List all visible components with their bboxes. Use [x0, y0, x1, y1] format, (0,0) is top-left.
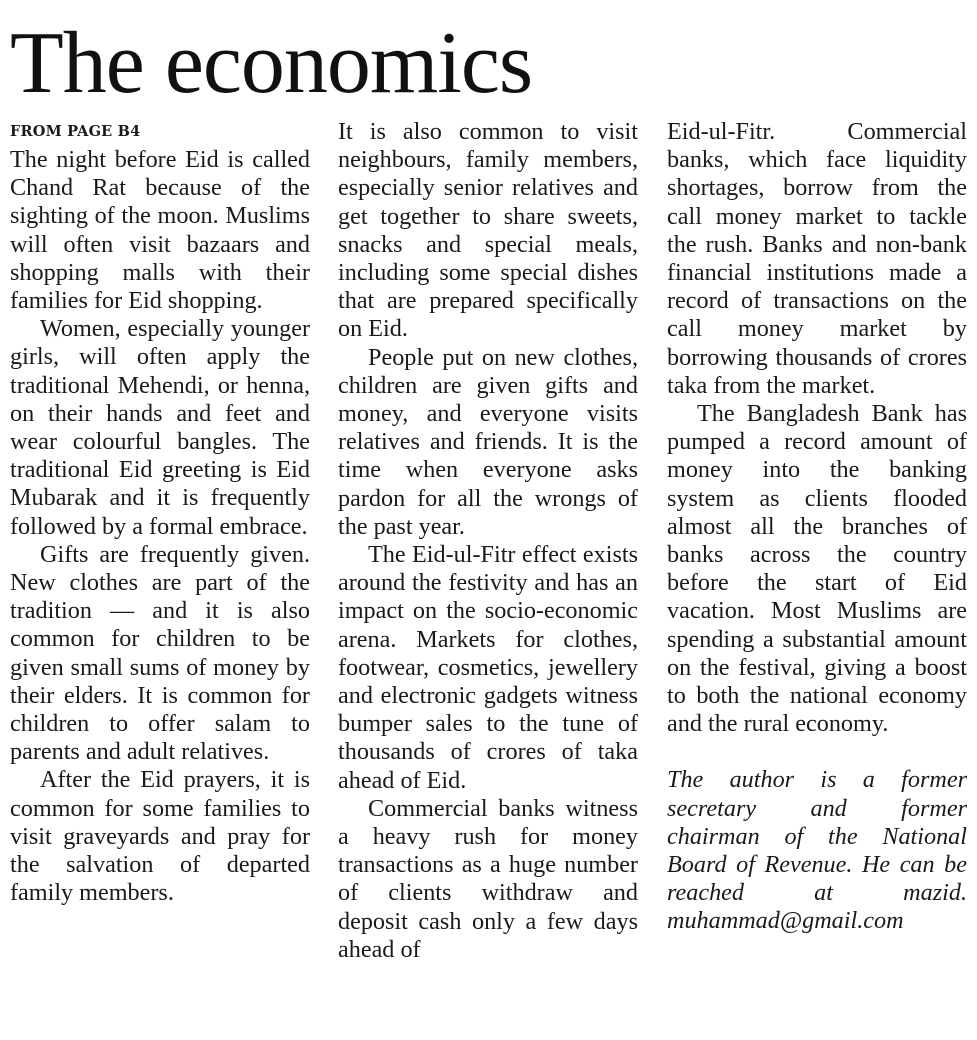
paragraph: The Bangladesh Bank has pumped a record amount of money into the banking system as clients flooded almost all the branches of banks across the country before the start of Eid vacation. Most Muslims are spending a substantial amount on the festival, giving a boost to both the national economy and the rural economy. [667, 400, 967, 738]
kicker-from-page: FROM PAGE B4 [10, 123, 141, 140]
paragraph: Women, especially younger girls, will often apply the traditional Mehendi, or henna, on their hands and feet and wear colourful bangles. The traditional Eid greeting is Eid Mubarak and it is frequently followed by a formal embrace. [10, 315, 310, 540]
paragraph: Eid-ul-Fitr. Commercial banks, which face liquidity shortages, borrow from the call money market to tackle the rush. Banks and non-bank financial institutions made a record of transactions on the call money market by borrowing thousands of crores taka from the market. [667, 118, 967, 399]
paragraph: After the Eid prayers, it is common for some families to visit graveyards and pray for the salvation of departed family members. [10, 766, 310, 907]
paragraph: People put on new clothes, children are given gifts and money, and everyone visits relatives and friends. It is the time when everyone asks pardon for all the wrongs of the past year. [338, 343, 638, 540]
paragraph: It is also common to visit neighbours, family members, especially senior relatives and get together to share sweets, snacks and special meals, including some special dishes that are prepared specifically on Eid. [338, 118, 638, 343]
article-column-2 [338, 118, 638, 964]
headline: The economics [10, 15, 533, 112]
paragraph: The night before Eid is called Chand Rat because of the sighting of the moon. Muslims will often visit bazaars and shopping malls with their families for Eid shopping. [10, 146, 310, 315]
author-note: The author is a former secretary and former chairman of the National Board of Revenue. He can be reached at mazid. muhammad@gmail.com [667, 766, 967, 935]
paragraph: Gifts are frequently given. New clothes are part of the tradition — and it is also common for children to be given small sums of money by their elders. It is common for children to offer salam to parents and adult relatives. [10, 540, 310, 766]
article-column-3 [667, 118, 967, 936]
article-column-1 [10, 118, 310, 907]
paragraph: Commercial banks witness a heavy rush for money transactions as a huge number of clients withdraw and deposit cash only a few days ahead of [338, 794, 638, 963]
paragraph: The Eid-ul-Fitr effect exists around the festivity and has an impact on the socio-economic arena. Markets for clothes, footwear, cosmetics, jewellery and electronic gadgets witness bumper sales to the tune of thousands of crores of taka ahead of Eid. [338, 541, 638, 794]
